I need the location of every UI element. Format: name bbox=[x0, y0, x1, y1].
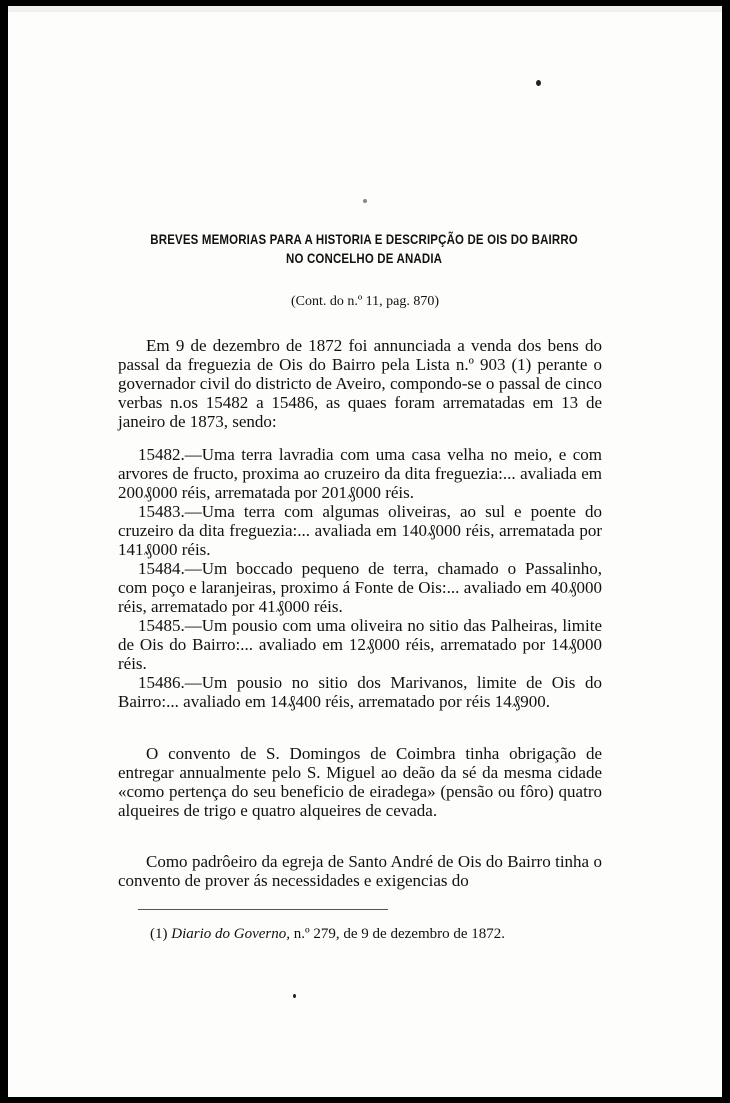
footnote-divider bbox=[138, 909, 388, 910]
padroeiro-text: Como padrôeiro da egreja de Santo André de Ois do Bairro tinha o convento de prover ás necessidades e exigencias do bbox=[118, 852, 602, 890]
article-title bbox=[71, 230, 656, 268]
continuation-note: (Cont. do n.º 11, pag. 870) bbox=[290, 294, 440, 309]
intro-text: Em 9 de dezembro de 1872 foi annunciada a venda dos bens do passal da freguezia de Ois do Bairro pela Lista n.º 903 (1) perante o governador civil do districto de Aveiro, compondo-se o passal de cinco verbas n.os 15482 a 15486, as quaes foram arrematadas em 13 de janeiro de 1873, sendo: bbox=[118, 336, 602, 431]
scan-edge bbox=[8, 6, 722, 12]
list-item: 15486.—Um pousio no sitio dos Marivanos, limite de Ois do Bairro:... avaliado em 14₰400 réis, arrematado por réis 14₰900. bbox=[118, 673, 602, 711]
ink-speck bbox=[293, 994, 296, 998]
list-item: 15482.—Uma terra lavradia com uma casa velha no meio, e com arvores de fructo, proxima ao cruzeiro da dita freguezia:... avaliada em 200₰000 réis, arrematada por 201₰000 réis. bbox=[118, 445, 602, 502]
list-item: 15484.—Um boccado pequeno de terra, chamado o Passalinho, com poço e laranjeiras, proximo á Fonte de Ois:... avaliado em 40₰000 réis, arrematado por 41₰000 réis. bbox=[118, 559, 602, 616]
footnote-marker: (1) bbox=[150, 926, 168, 942]
convent-paragraph bbox=[118, 744, 602, 820]
title-line-1: BREVES MEMORIAS PARA A HISTORIA E DESCRIPÇÃO DE OIS DO BAIRRO bbox=[150, 231, 578, 247]
list-item: 15485.—Um pousio com uma oliveira no sitio das Palheiras, limite de Ois do Bairro:... avaliado em 12₰000 réis, arrematado por 14₰000 réis. bbox=[118, 616, 602, 673]
padroeiro-paragraph bbox=[118, 852, 602, 890]
convent-text: O convento de S. Domingos de Coimbra tinha obrigação de entregar annualmente pelo S. Miguel ao deão da sé da mesma cidade «como pertença do seu beneficio de eiradega» (pensão ou fôro) quatro alqueires de trigo e quatro alqueires de cevada. bbox=[118, 744, 602, 820]
ink-speck bbox=[536, 80, 541, 86]
property-list bbox=[118, 445, 602, 711]
ink-speck bbox=[363, 199, 367, 203]
intro-paragraph bbox=[118, 336, 602, 431]
footnote bbox=[150, 925, 620, 943]
list-item: 15483.—Uma terra com algumas oliveiras, ao sul e poente do cruzeiro da dita freguezia:... avaliada em 140₰000 réis, arrematada por 141₰000 réis. bbox=[118, 502, 602, 559]
document-page bbox=[8, 6, 722, 1097]
footnote-rest: n.º 279, de 9 de dezembro de 1872. bbox=[293, 926, 506, 942]
footnote-source: Diario do Governo, bbox=[171, 926, 290, 942]
title-line-2: NO CONCELHO DE ANADIA bbox=[286, 250, 443, 266]
